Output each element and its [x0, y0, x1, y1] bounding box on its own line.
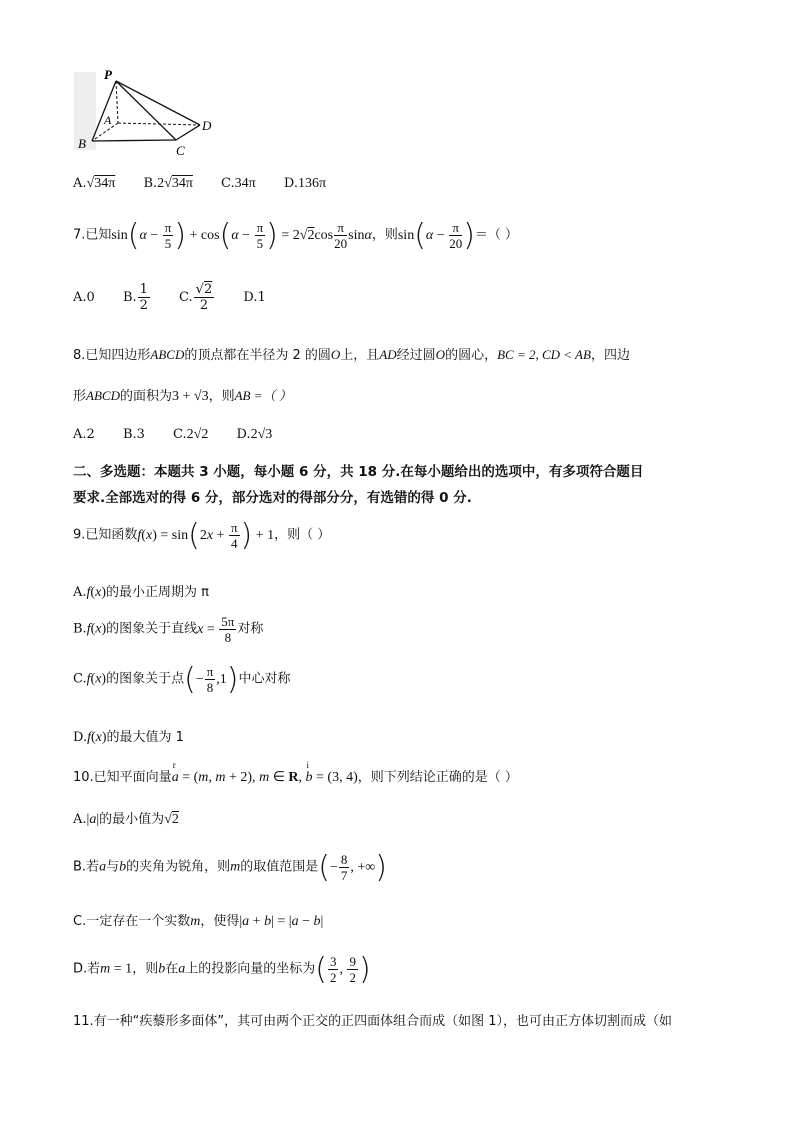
q6-option-b[interactable]: B.2√34π: [143, 176, 193, 191]
section2-heading-line1: 二、多选题：本题共 3 小题，每小题 6 分，共 18 分.在每小题给出的选项中，有多项符合题目: [73, 464, 644, 480]
q10-option-c[interactable]: C.一定存在一个实数m，使得|a + b| = |a − b|: [73, 914, 324, 929]
vertex-p-label: P: [104, 67, 112, 82]
q10-option-b[interactable]: B.若a与b的夹角为锐角，则m的取值范围是(− $\frac{8}{7}$ , +∞): [73, 849, 387, 885]
q6-option-d[interactable]: D.136π: [283, 176, 327, 191]
q7-option-a[interactable]: A.0: [73, 290, 95, 305]
q7-option-c[interactable]: C. $\frac{√2}{2}$: [179, 282, 213, 313]
q6-option-a[interactable]: A.√34π: [73, 176, 116, 191]
q6-option-c[interactable]: C.34π: [221, 176, 256, 191]
vertex-b-label: B: [78, 136, 86, 151]
q9-option-b[interactable]: B.f(x)的图象关于直线x = $\frac{5\pi}{8}$ 对称: [73, 614, 264, 645]
q9-option-d[interactable]: D.f(x)的最大值为 1: [73, 730, 184, 745]
q8-option-b[interactable]: B.3: [122, 427, 145, 442]
q8-option-a[interactable]: A.2: [73, 427, 95, 442]
q9-stem: 9.已知函数f(x) = sin(2x + $\frac{\pi}{4}$ ) + 1，则（ ）: [73, 517, 331, 553]
q8-option-c[interactable]: C.2√2: [173, 427, 209, 442]
q8-stem-line1: 8.已知四边形ABCD的顶点都在半径为 2 的圆O上，且AD经过圆O的圆心，BC = 2, CD < AB，四边: [73, 347, 630, 363]
q10-stem: 10.已知平面向量 r a = (m, m + 2), m ∈ R, i b = (3, 4)，则下列结论正确的是（ ）: [73, 760, 518, 785]
q8-stem-line2: 形ABCD的面积为3 + √3，则AB =（ ）: [73, 388, 292, 404]
q6-options: [73, 176, 350, 192]
vertex-c-label: C: [176, 143, 185, 156]
q7-stem: 7.已知sin(α − $\frac{\pi}{5}$ ) + cos(α − $\frac{\pi}{5}$ ) = 2√2cos $\frac{\pi}{20}$ sinα，则sin(α − $\frac{\pi}{20}$ )＝（ ）: [73, 217, 519, 253]
q9-option-a[interactable]: A.f(x)的最小正周期为 π: [73, 585, 209, 600]
q8-option-d[interactable]: D.2√3: [236, 427, 273, 442]
q9-option-c[interactable]: C.f(x)的图象关于点(− $\frac{\pi}{8}$ ,1)中心对称: [73, 661, 291, 697]
q7-option-d[interactable]: D.1: [243, 290, 266, 305]
q7-options: [73, 282, 290, 313]
vertex-a-label: A: [104, 113, 112, 127]
q7-option-b[interactable]: B. $\frac{1}{2}$: [122, 282, 148, 313]
section2-heading-line2: 要求.全部选对的得 6 分，部分选对的得部分分，有选错的得 0 分.: [73, 490, 472, 506]
q10-option-d[interactable]: D.若m = 1，则b在a上的投影向量的坐标为( $\frac{3}{2}$ , $\frac{9}{2}$ ): [73, 951, 371, 987]
q8-options: [73, 427, 296, 443]
q10-option-a[interactable]: A.|a|的最小值为√2: [73, 812, 179, 827]
vertex-d-label: D: [202, 118, 212, 133]
pyramid-figure: [74, 64, 224, 156]
q11-stem: 11.有一种“疾藜形多面体”，其可由两个正交的正四面体组合而成（如图 1），也可由正方体切割而成（如: [73, 1014, 673, 1029]
